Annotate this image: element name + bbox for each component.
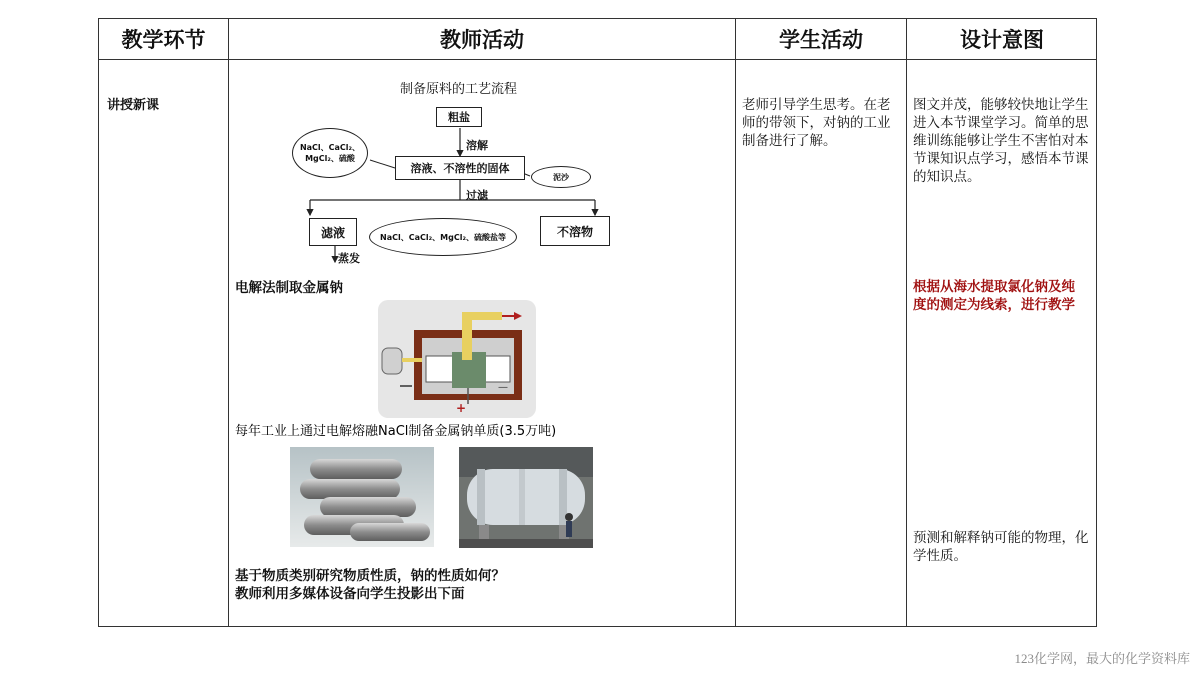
student-activity: 老师引导学生思考。在老师的带领下，对钠的工业制备进行了解。 (742, 97, 891, 149)
question-2: 教师利用多媒体设备向学生投影出下面 (235, 586, 465, 602)
flow-filter-label: 过滤 (466, 189, 488, 202)
header-design: 设计意图 (960, 28, 1044, 52)
flow-dissolve-label: 溶解 (466, 139, 488, 152)
design-para-1: 图文并茂，能够较快地让学生进入本节课堂学习。简单的思维训练能够让学生不害怕对本节课知识点学习，感悟本节课的知识点。 (913, 97, 1089, 185)
flow-insoluble: 不溶物 (540, 216, 610, 246)
design-para-3: 预测和解释钠可能的物理，化学性质。 (913, 530, 1089, 564)
header-divider (99, 59, 1096, 60)
flow-title: 制备原料的工艺流程 (400, 82, 518, 97)
svg-text:—: — (498, 382, 508, 393)
col-divider (906, 19, 907, 626)
industrial-tank-photo (459, 447, 593, 548)
header-stage: 教学环节 (121, 28, 206, 52)
flow-impurities-2: NaCl、CaCl₂、MgCl₂、硫酸盐等 (369, 218, 517, 256)
footer-watermark: 123化学网，最大的化学资料库 (1014, 651, 1190, 666)
design-para-2: 根据从海水提取氯化钠及纯度的测定为线索，进行教学 (913, 279, 1075, 313)
svg-text:+: + (456, 401, 467, 415)
sodium-metal-photo (290, 447, 434, 547)
industry-line: 每年工业上通过电解熔融NaCl制备金属钠单质(3.5万吨) (235, 424, 557, 439)
electrolysis-title: 电解法制取金属钠 (235, 280, 343, 296)
flow-impurities-1: NaCl、CaCl₂、MgCl₂、硫酸 (292, 128, 368, 178)
question-1: 基于物质类别研究物质性质，钠的性质如何？ (235, 568, 505, 584)
header-teacher: 教师活动 (440, 28, 524, 52)
flow-raw-salt: 粗盐 (436, 107, 482, 127)
flow-filtrate: 滤液 (309, 218, 357, 246)
col-divider (228, 19, 229, 626)
col-divider (735, 19, 736, 626)
flow-solution: 溶液、不溶性的固体 (395, 156, 525, 180)
flow-evaporate-label: 蒸发 (338, 252, 360, 265)
header-student: 学生活动 (779, 28, 863, 52)
flow-sediment: 泥沙 (531, 166, 591, 188)
electrolysis-cell-image (378, 300, 536, 418)
stage-text: 讲授新课 (107, 98, 160, 113)
